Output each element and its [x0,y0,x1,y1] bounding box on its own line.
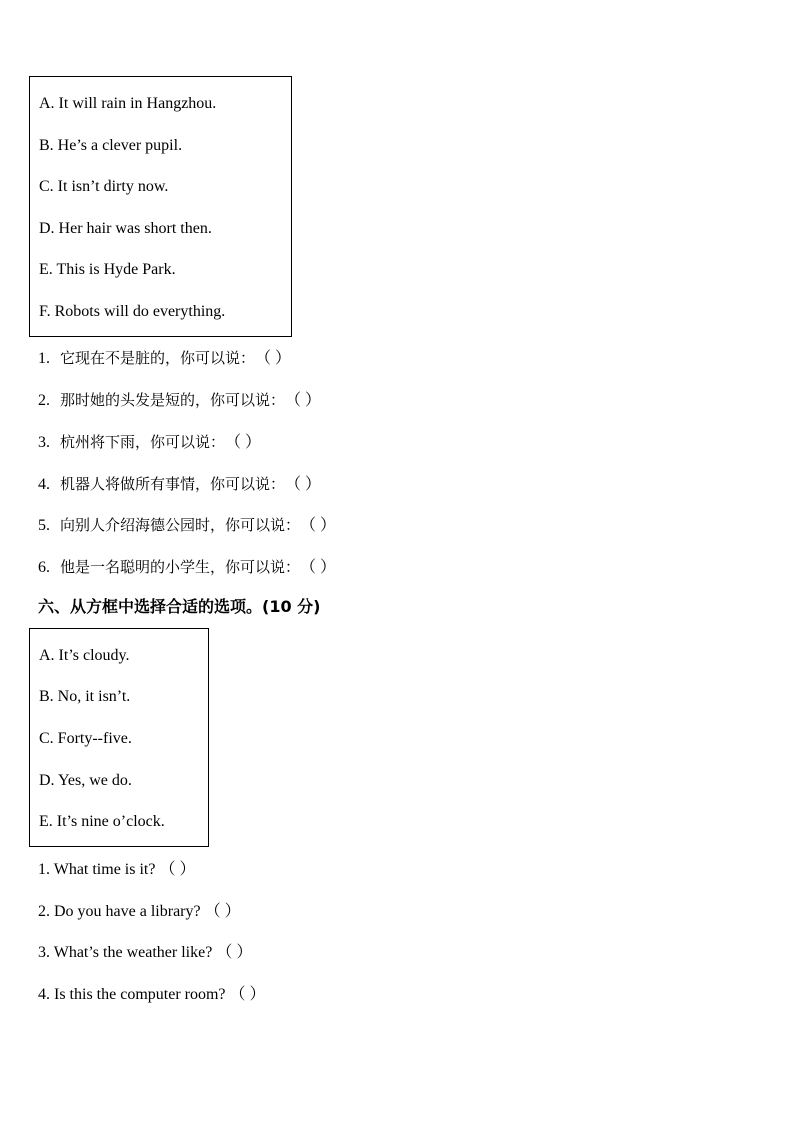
option-d: D. Her hair was short then. [39,220,212,237]
question-text: 那时她的头发是短的，你可以说： [60,391,286,409]
question-text: 2. Do you have a library? [38,903,201,920]
answer-options-box-2 [29,628,209,847]
question-text: 向别人介绍海德公园时，你可以说： [60,516,301,534]
answer-blank[interactable]: （ ） [229,986,266,1003]
answer-blank[interactable]: （ ） [285,476,322,493]
answer-blank[interactable]: （ ） [216,944,253,961]
option-a: A. It’s cloudy. [39,647,130,664]
answer-blank[interactable]: （ ） [204,903,241,920]
answer-blank[interactable]: （ ） [300,517,337,534]
question-text: 1. What time is it? [38,861,156,878]
question-number: 4. [38,476,50,493]
option-d: D. Yes, we do. [39,772,132,789]
answer-blank[interactable]: （ ） [225,434,262,451]
answer-blank[interactable]: （ ） [255,350,292,367]
question-number: 1. [38,350,50,367]
question-text: 杭州将下雨，你可以说： [60,433,226,451]
option-f: F. Robots will do everything. [39,303,226,320]
question-number: 6. [38,559,50,576]
question-text: 4. Is this the computer room? [38,986,226,1003]
question-item [38,432,261,453]
question-text: 3. What’s the weather like? [38,944,213,961]
option-c: C. Forty--five. [39,730,132,747]
section-heading: 六、从方框中选择合适的选项。(10 分) [38,597,321,616]
question-item [38,943,252,963]
option-b: B. He’s a clever pupil. [39,137,183,154]
question-item [38,515,336,536]
question-item [38,557,336,578]
question-number: 5. [38,517,50,534]
answer-blank[interactable]: （ ） [300,559,337,576]
option-e: E. This is Hyde Park. [39,261,176,278]
question-text: 机器人将做所有事情，你可以说： [60,475,286,493]
question-number: 2. [38,392,50,409]
option-e: E. It’s nine o’clock. [39,813,165,830]
answer-blank[interactable]: （ ） [285,392,322,409]
question-number: 3. [38,434,50,451]
question-item [38,860,195,880]
option-b: B. No, it isn’t. [39,688,131,705]
question-item [38,985,266,1005]
question-item [38,474,321,495]
answer-blank[interactable]: （ ） [159,861,196,878]
question-item [38,348,291,369]
answer-options-box-1 [29,76,292,337]
option-c: C. It isn’t dirty now. [39,178,169,195]
question-item [38,902,241,922]
question-item [38,390,321,411]
question-text: 他是一名聪明的小学生，你可以说： [60,558,301,576]
question-text: 它现在不是脏的，你可以说： [60,349,256,367]
option-a: A. It will rain in Hangzhou. [39,95,217,112]
